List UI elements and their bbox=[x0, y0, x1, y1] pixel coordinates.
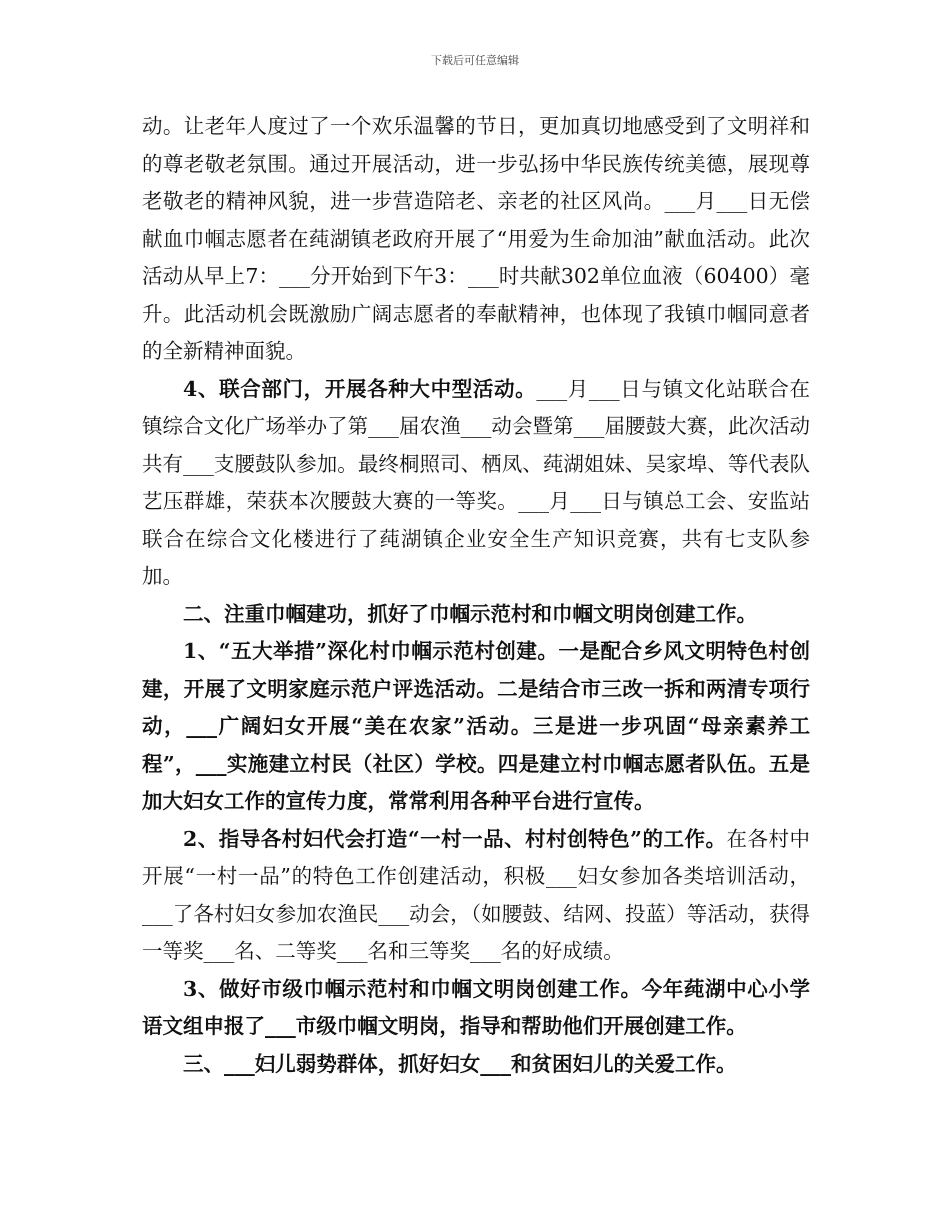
document-body bbox=[142, 108, 810, 1083]
page-header-note: 下载后可任意编辑 bbox=[431, 54, 519, 67]
section-heading-3-text: 三、___妇儿弱势群体，抓好妇女___和贫困妇儿的关爱工作。 bbox=[183, 1051, 737, 1076]
paragraph-1 bbox=[142, 108, 810, 371]
paragraph-2-heading: 4、联合部门，开展各种大中型活动。 bbox=[183, 376, 537, 401]
paragraph-4-text: 1、“五大举措”深化村巾帼示范村创建。一是配合乡风文明特色村创建，开展了文明家庭示范户评选活动。二是结合市三改一拆和两清专项行动，___广阔妇女开展“美在农家”活动。三是进一步巩固“母亲素养工程”，___实施建立村民（社区）学校。四是建立村巾帼志愿者队伍。五是加大妇女工作的宣传力度，常常利用各种平台进行宣传。 bbox=[142, 639, 810, 813]
paragraph-5-text: 在各村中开展“一村一品”的特色工作创建活动，积极___妇女参加各类培训活动，___了各村妇女参加农渔民___动会，（如腰鼓、结网、投蓝）等活动，获得一等奖___名、二等奖___名和三等奖___名的好成绩。 bbox=[142, 826, 810, 963]
section-heading-2-text: 二、注重巾帼建功，抓好了巾帼示范村和巾帼文明岗创建工作。 bbox=[183, 601, 757, 626]
paragraph-5 bbox=[142, 821, 810, 971]
paragraph-5-heading: 2、指导各村妇代会打造“一村一品、村村创特色”的工作。 bbox=[183, 826, 727, 851]
paragraph-6-text: 3、做好市级巾帼示范村和巾帼文明岗创建工作。今年莼湖中心小学语文组申报了___市级巾帼文明岗，指导和帮助他们开展创建工作。 bbox=[142, 976, 810, 1038]
paragraph-2-text: ___月___日与镇文化站联合在镇综合文化广场举办了第___届农渔___动会暨第___届腰鼓大赛，此次活动共有___支腰鼓队参加。最终桐照司、栖凤、莼湖姐妹、吴家埠、等代表队艺压群雄，荣获本次腰鼓大赛的一等奖。___月___日与镇总工会、安监站联合在综合文化楼进行了莼湖镇企业安全生产知识竞赛，共有七支队参加。 bbox=[142, 376, 811, 588]
paragraph-2 bbox=[142, 371, 810, 596]
paragraph-1-text: 动。让老年人度过了一个欢乐温馨的节日，更加真切地感受到了文明祥和的尊老敬老氛围。通过开展活动，进一步弘扬中华民族传统美德，展现尊老敬老的精神风貌，进一步营造陪老、亲老的社区风尚。___月___日无偿献血巾帼志愿者在莼湖镇老政府开展了“用爱为生命加油”献血活动。此次活动从早上7：___分开始到下午3：___时共献302单位血液（60400）毫升。此活动机会既激励广阔志愿者的奉献精神，也体现了我镇巾帼同意者的全新精神面貌。 bbox=[142, 114, 810, 363]
section-heading-2 bbox=[142, 596, 810, 634]
section-heading-3 bbox=[142, 1046, 810, 1084]
paragraph-4 bbox=[142, 633, 810, 821]
paragraph-6 bbox=[142, 971, 810, 1046]
